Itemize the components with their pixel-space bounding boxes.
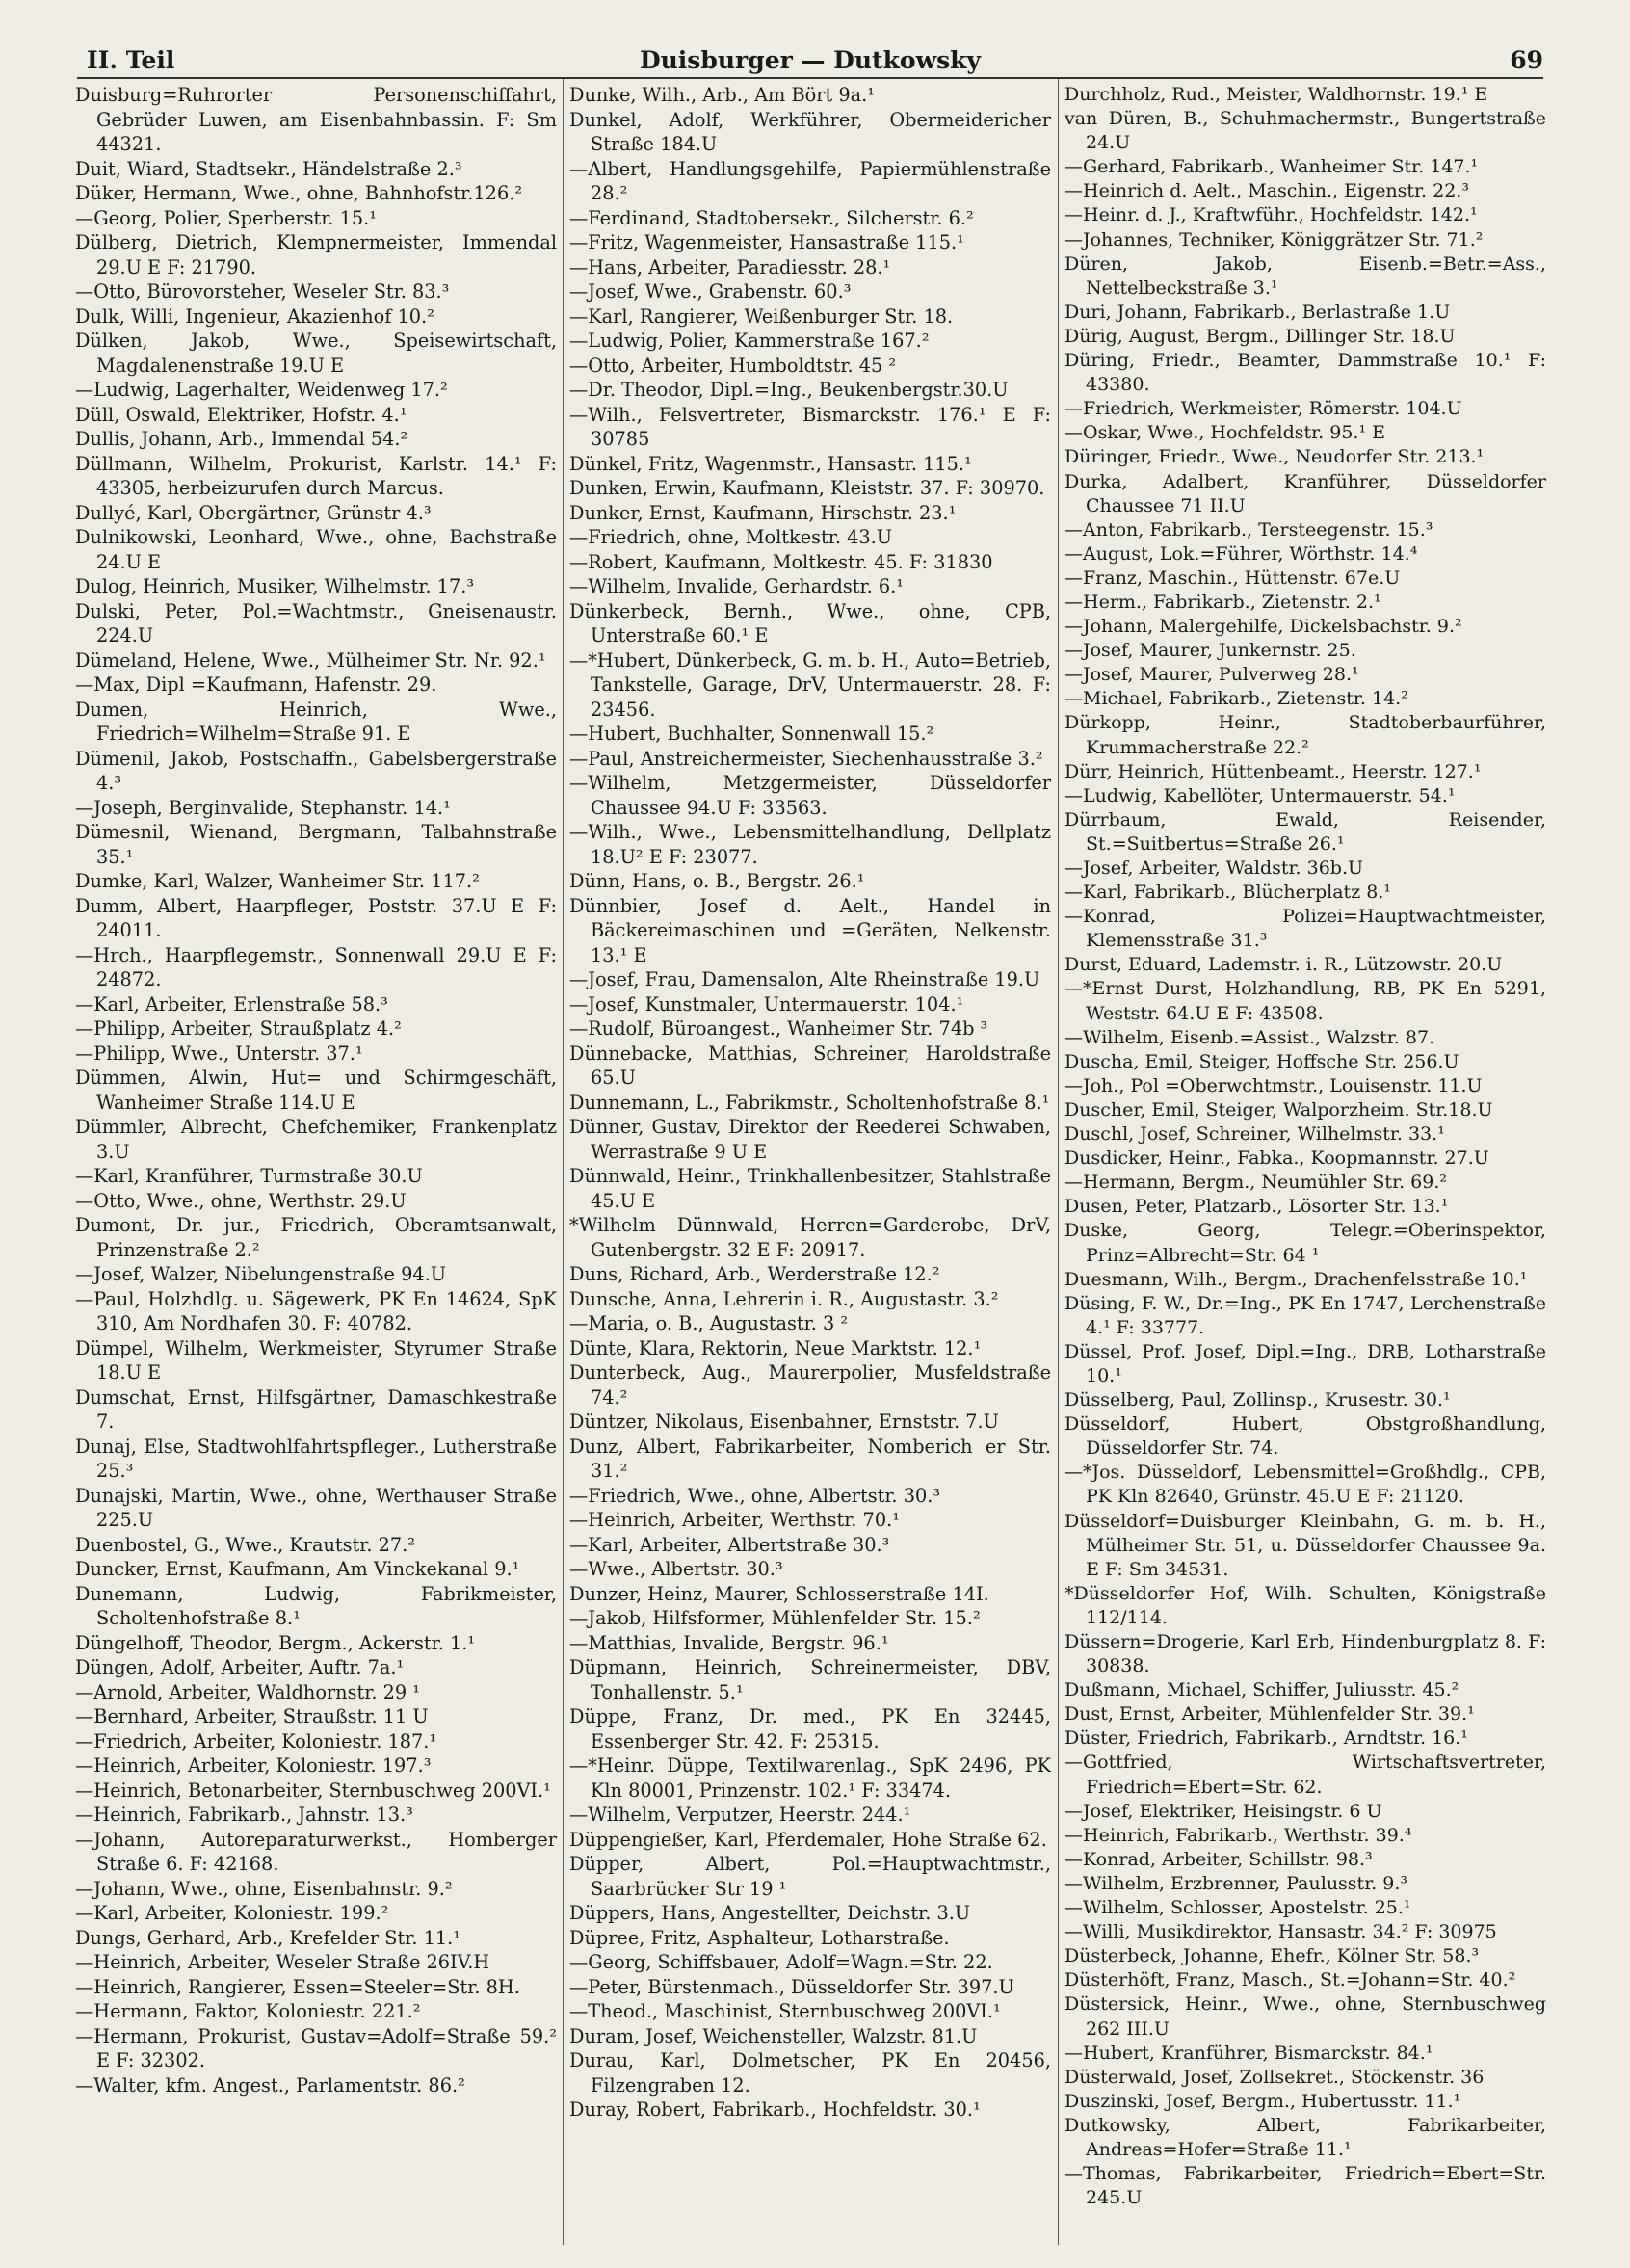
directory-entry: —Josef, Walzer, Nibelungenstraße 94.U <box>75 1263 447 1285</box>
directory-entry: Düll, Oswald, Elektriker, Hofstr. 4.¹ <box>75 403 408 426</box>
directory-entry: Dumen, Heinrich, Wwe., Friedrich=Wilhelm=Straße 91. E <box>75 698 557 745</box>
directory-entry: Dusdicker, Heinr., Fabka., Koopmannstr. 27.U <box>1065 1147 1489 1170</box>
directory-entry: —Wilhelm, Invalide, Gerhardstr. 6.¹ <box>569 575 905 597</box>
directory-entry: —Hermann, Prokurist, Gustav=Adolf=Straße 59.² E F: 32302. <box>75 2024 557 2071</box>
directory-entry: —Matthias, Invalide, Bergstr. 96.¹ <box>569 1631 889 1654</box>
column-3 <box>1065 83 1546 2241</box>
directory-entry: Duisburg=Ruhrorter Personenschiffahrt, Gebrüder Luwen, am Eisenbahnbassin. F: Sm 44321. <box>75 84 557 155</box>
directory-entry: Dürkopp, Heinr., Stadtoberbaurführer, Krummacherstraße 22.² <box>1065 712 1546 758</box>
directory-entry: —Philipp, Wwe., Unterstr. 37.¹ <box>75 1042 363 1065</box>
directory-entry: —Thomas, Fabrikarbeiter, Friedrich=Ebert=Str. 245.U <box>1065 2163 1546 2209</box>
directory-entry: Dungs, Gerhard, Arb., Krefelder Str. 11.¹ <box>75 1926 460 1949</box>
directory-entry: Dümeland, Helene, Wwe., Mülheimer Str. Nr. 92.¹ <box>75 648 546 672</box>
directory-entry: —Herm., Fabrikarb., Zietenstr. 2.¹ <box>1065 591 1381 613</box>
directory-entry: Dullyé, Karl, Obergärtner, Grünstr 4.³ <box>75 501 432 524</box>
directory-entry: Duns, Richard, Arb., Werderstraße 12.² <box>569 1263 940 1285</box>
directory-entry: *Wilhelm Dünnwald, Herren=Garderobe, DrV, Gutenbergstr. 32 E F: 20917. <box>569 1214 1051 1261</box>
directory-entry: Dümenil, Jakob, Postschaffn., Gabelsbergerstraße 4.³ <box>75 747 557 794</box>
header-rule <box>77 77 1543 79</box>
directory-entry: Düsseldorf=Duisburger Kleinbahn, G. m. b. H., Mülheimer Str. 51, u. Düsseldorfer Chaussee 9a. E F: Sm 34531. <box>1065 1510 1546 1580</box>
directory-entry: Düker, Hermann, Wwe., ohne, Bahnhofstr.126.² <box>75 182 523 204</box>
directory-entry: Dürrbaum, Ewald, Reisender, St.=Suitbertus=Straße 26.¹ <box>1065 808 1546 855</box>
directory-entry: —Philipp, Arbeiter, Straußplatz 4.² <box>75 1017 402 1040</box>
directory-entry: Duschl, Josef, Schreiner, Wilhelmstr. 33.¹ <box>1065 1123 1445 1146</box>
directory-entry: —Hermann, Bergm., Neumühler Str. 69.² <box>1065 1172 1447 1194</box>
directory-entry: —Walter, kfm. Angest., Parlamentstr. 86.² <box>75 2073 465 2097</box>
directory-entry: Durchholz, Rud., Meister, Waldhornstr. 19.¹ E <box>1065 84 1488 105</box>
directory-entry: Dümesnil, Wienand, Bergmann, Talbahnstraße 35.¹ <box>75 821 557 868</box>
directory-entry: —Fritz, Wagenmeister, Hansastraße 115.¹ <box>569 231 964 253</box>
directory-entry: Dunke, Wilh., Arb., Am Bört 9a.¹ <box>569 84 875 106</box>
directory-entry: —Otto, Wwe., ohne, Werthstr. 29.U <box>75 1189 407 1212</box>
directory-entry: —Peter, Bürstenmach., Düsseldorfer Str. 397.U <box>569 1975 1014 1998</box>
directory-entry: —Jakob, Hilfsformer, Mühlenfelder Str. 15.² <box>569 1607 981 1629</box>
directory-entry: Düsterhöft, Franz, Masch., St.=Johann=Str. 40.² <box>1065 1969 1516 1991</box>
column-1 <box>75 83 557 2241</box>
directory-entry: Dunzer, Heinz, Maurer, Schlosserstraße 14I. <box>569 1582 989 1605</box>
directory-entry: —Konrad, Arbeiter, Schillstr. 98.³ <box>1065 1848 1373 1870</box>
directory-entry: Dülken, Jakob, Wwe., Speisewirtschaft, Magdalenenstraße 19.U E <box>75 330 557 377</box>
directory-entry: —Albert, Handlungsgehilfe, Papiermühlenstraße 28.² <box>569 157 1051 204</box>
directory-entry: —Wilhelm, Erzbrenner, Paulusstr. 9.³ <box>1065 1872 1408 1894</box>
directory-entry: —Bernhard, Arbeiter, Straußstr. 11 U <box>75 1705 429 1727</box>
directory-entry: —Josef, Elektriker, Heisingstr. 6 U <box>1065 1800 1382 1822</box>
column-2 <box>569 83 1051 2241</box>
directory-entry: Dürig, August, Bergm., Dillinger Str. 18.U <box>1065 325 1456 347</box>
directory-entry: Dutkowsky, Albert, Fabrikarbeiter, Andreas=Hofer=Straße 11.¹ <box>1065 2114 1546 2160</box>
directory-entry: —Max, Dipl =Kaufmann, Hafenstr. 29. <box>75 673 437 696</box>
directory-entry: Duscher, Emil, Steiger, Walporzheim. Str.18.U <box>1065 1098 1493 1121</box>
directory-entry: —Hans, Arbeiter, Paradiesstr. 28.¹ <box>569 255 891 278</box>
page-header <box>77 42 1543 79</box>
directory-entry: —Josef, Maurer, Pulverweg 28.¹ <box>1065 664 1359 686</box>
directory-entry: Dunemann, Ludwig, Fabrikmeister, Scholtenhofstraße 8.¹ <box>75 1582 557 1629</box>
directory-entry: —*Heinr. Düppe, Textilwarenlag., SpK 2496, PK Kln 80001, Prinzenstr. 102.¹ F: 33474. <box>569 1754 1051 1802</box>
directory-entry: —Gottfried, Wirtschaftsvertreter, Friedrich=Ebert=Str. 62. <box>1065 1752 1546 1798</box>
directory-entry: Düpper, Albert, Pol.=Hauptwachtmstr., Saarbrücker Str 19 ¹ <box>569 1853 1051 1900</box>
directory-entry: Durau, Karl, Dolmetscher, PK En 20456, Filzengraben 12. <box>569 2049 1051 2097</box>
directory-entry: Dunnemann, L., Fabrikmstr., Scholtenhofstraße 8.¹ <box>569 1091 1050 1114</box>
directory-entry: —Friedrich, Arbeiter, Koloniestr. 187.¹ <box>75 1729 437 1753</box>
directory-entry: —Rudolf, Büroangest., Wanheimer Str. 74b ³ <box>569 1017 988 1040</box>
directory-entry: Dünnbier, Josef d. Aelt., Handel in Bäckereimaschinen und =Geräten, Nelkenstr. 13.¹ E <box>569 894 1051 966</box>
directory-entry: —Otto, Bürovorsteher, Weseler Str. 83.³ <box>75 280 450 303</box>
directory-entry: Dusen, Peter, Platzarb., Lösorter Str. 13.¹ <box>1065 1196 1449 1218</box>
directory-entry: —Joseph, Berginvalide, Stephanstr. 14.¹ <box>75 796 451 819</box>
directory-entry: Dunaj, Else, Stadtwohlfahrtspfleger., Lutherstraße 25.³ <box>75 1435 557 1482</box>
directory-entry: Durka, Adalbert, Kranführer, Düsseldorfer Chaussee 71 II.U <box>1065 470 1546 516</box>
directory-entry: Düppengießer, Karl, Pferdemaler, Hohe Straße 62. <box>569 1828 1047 1851</box>
directory-entry: —Friedrich, ohne, Moltkestr. 43.U <box>569 526 893 548</box>
directory-entry: —Josef, Maurer, Junkernstr. 25. <box>1065 640 1356 662</box>
directory-entry: Dunterbeck, Aug., Maurerpolier, Musfeldstraße 74.² <box>569 1361 1051 1409</box>
directory-entry: Duscha, Emil, Steiger, Hoffsche Str. 256.U <box>1065 1050 1459 1072</box>
directory-entry: Düsseldorf, Hubert, Obstgroßhandlung, Düsseldorfer Str. 74. <box>1065 1413 1546 1460</box>
directory-entry: —Maria, o. B., Augustastr. 3 ² <box>569 1312 849 1334</box>
directory-entry: —Johannes, Techniker, Königgrätzer Str. 71.² <box>1065 228 1484 251</box>
directory-entry: Düsing, F. W., Dr.=Ing., PK En 1747, Lerchenstraße 4.¹ F: 33777. <box>1065 1292 1546 1338</box>
header-range: Duisburger — Dutkowsky <box>639 46 982 74</box>
directory-entry: Düssern=Drogerie, Karl Erb, Hindenburgplatz 8. F: 30838. <box>1065 1631 1546 1677</box>
directory-entry: Dumke, Karl, Walzer, Wanheimer Str. 117.² <box>75 870 480 892</box>
page-number: 69 <box>1510 46 1543 74</box>
directory-entry: Duray, Robert, Fabrikarb., Hochfeldstr. 30.¹ <box>569 2098 981 2121</box>
directory-entry: —Heinrich, Rangierer, Essen=Steeler=Str. 8H. <box>75 1975 520 1998</box>
directory-entry: Dünte, Klara, Rektorin, Neue Marktstr. 12.¹ <box>569 1336 982 1359</box>
directory-entry: —Heinr. d. J., Kraftwführ., Hochfeldstr. 142.¹ <box>1065 204 1478 226</box>
directory-entry: Dümpel, Wilhelm, Werkmeister, Styrumer Straße 18.U E <box>75 1336 557 1384</box>
directory-entry: Düsselberg, Paul, Zollinsp., Krusestr. 30.¹ <box>1065 1389 1451 1411</box>
directory-entry: —Johann, Wwe., ohne, Eisenbahnstr. 9.² <box>75 1877 453 1900</box>
directory-entry: Durst, Eduard, Lademstr. i. R., Lützowstr. 20.U <box>1065 954 1503 976</box>
directory-entry: *Düsseldorfer Hof, Wilh. Schulten, Königstraße 112/114. <box>1065 1582 1546 1628</box>
directory-entry: Dulk, Willi, Ingenieur, Akazienhof 10.² <box>75 304 434 328</box>
directory-entry: Düngen, Adolf, Arbeiter, Auftr. 7a.¹ <box>75 1656 405 1678</box>
directory-entry: —Friedrich, Wwe., ohne, Albertstr. 30.³ <box>569 1484 941 1507</box>
directory-entry: Dumont, Dr. jur., Friedrich, Oberamtsanwalt, Prinzenstraße 2.² <box>75 1214 557 1261</box>
directory-entry: —*Jos. Düsseldorf, Lebensmittel=Großhdlg., CPB, PK Kln 82640, Grünstr. 45.U E F: 21120. <box>1065 1462 1546 1508</box>
directory-entry: Dulski, Peter, Pol.=Wachtmstr., Gneisenaustr. 224.U <box>75 599 557 646</box>
directory-entry: Düpmann, Heinrich, Schreinermeister, DBV, Tonhallenstr. 5.¹ <box>569 1656 1051 1703</box>
directory-entry: —Josef, Arbeiter, Waldstr. 36b.U <box>1065 857 1364 879</box>
directory-entry: —Wilhelm, Verputzer, Heerstr. 244.¹ <box>569 1804 911 1826</box>
directory-entry: Dumm, Albert, Haarpfleger, Poststr. 37.U E F: 24011. <box>75 894 557 941</box>
directory-entry: —Karl, Fabrikarb., Blücherplatz 8.¹ <box>1065 882 1391 904</box>
directory-entry: —Otto, Arbeiter, Humboldtstr. 45 ² <box>569 354 897 377</box>
directory-entry: —Wilhelm, Schlosser, Apostelstr. 25.¹ <box>1065 1897 1411 1919</box>
directory-entry: —Gerhard, Fabrikarb., Wanheimer Str. 147.¹ <box>1065 156 1479 178</box>
directory-entry: —Franz, Maschin., Hüttenstr. 67e.U <box>1065 567 1401 589</box>
directory-entry: Duncker, Ernst, Kaufmann, Am Vinckekanal 9.¹ <box>75 1558 520 1580</box>
directory-entry: Dunken, Erwin, Kaufmann, Kleiststr. 37. F: 30970. <box>569 477 1045 499</box>
directory-entry: Dunker, Ernst, Kaufmann, Hirschstr. 23.¹ <box>569 501 957 524</box>
directory-entry: —Wilhelm, Eisenb.=Assist., Walzstr. 87. <box>1065 1026 1435 1048</box>
directory-entry: Düssel, Prof. Josef, Dipl.=Ing., DRB, Lotharstraße 10.¹ <box>1065 1340 1546 1386</box>
directory-entry: Dullis, Johann, Arb., Immendal 54.² <box>75 428 408 450</box>
column-divider <box>563 79 564 2245</box>
directory-entry: —Heinrich, Arbeiter, Weseler Straße 26IV.H <box>75 1951 490 1973</box>
directory-entry: Dußmann, Michael, Schiffer, Juliusstr. 45.² <box>1065 1679 1459 1701</box>
directory-entry: Dunajski, Martin, Wwe., ohne, Werthauser Straße 225.U <box>75 1484 557 1531</box>
directory-entry: Dumschat, Ernst, Hilfsgärtner, Damaschkestraße 7. <box>75 1385 557 1433</box>
directory-entry: —Wilh., Wwe., Lebensmittelhandlung, Dellplatz 18.U² E F: 23077. <box>569 821 1051 868</box>
directory-entry: —Hubert, Buchhalter, Sonnenwall 15.² <box>569 723 934 745</box>
directory-entry: —Wilh., Felsvertreter, Bismarckstr. 176.¹ E F: 30785 <box>569 403 1051 450</box>
directory-entry: Duram, Josef, Weichensteller, Walzstr. 81.U <box>569 2024 978 2047</box>
directory-entry: Dünnwald, Heinr., Trinkhallenbesitzer, Stahlstraße 45.U E <box>569 1165 1051 1212</box>
directory-entry: —Wilhelm, Metzgermeister, Düsseldorfer Chaussee 94.U F: 33563. <box>569 772 1051 819</box>
directory-entry: —*Ernst Durst, Holzhandlung, RB, PK En 5291, Weststr. 64.U E F: 43508. <box>1065 978 1546 1024</box>
directory-entry: Dünnebacke, Matthias, Schreiner, Haroldstraße 65.U <box>569 1042 1051 1089</box>
directory-entry: —Heinrich, Fabrikarb., Werthstr. 39.⁴ <box>1065 1824 1412 1846</box>
directory-entry: Düringer, Friedr., Wwe., Neudorfer Str. 213.¹ <box>1065 446 1485 468</box>
directory-entry: Dulog, Heinrich, Musiker, Wilhelmstr. 17.³ <box>75 575 475 597</box>
directory-entry: Düllmann, Wilhelm, Prokurist, Karlstr. 14.¹ F: 43305, herbeizurufen durch Marcus. <box>75 452 557 499</box>
directory-entry: —Friedrich, Werkmeister, Römerstr. 104.U <box>1065 398 1462 420</box>
directory-entry: Düstersick, Heinr., Wwe., ohne, Sternbuschweg 262 III.U <box>1065 1993 1546 2040</box>
directory-entry: Dülberg, Dietrich, Klempnermeister, Immendal 29.U E F: 21790. <box>75 231 557 278</box>
directory-entry: Duesmann, Wilh., Bergm., Drachenfelsstraße 10.¹ <box>1065 1268 1528 1290</box>
directory-entry: —Johann, Autoreparaturwerkst., Homberger Straße 6. F: 42168. <box>75 1828 557 1875</box>
directory-entry: Düppers, Hans, Angestellter, Deichstr. 3.U <box>569 1902 971 1924</box>
directory-entry: Düsterbeck, Johanne, Ehefr., Kölner Str. 58.³ <box>1065 1945 1480 1967</box>
directory-entry: —Heinrich d. Aelt., Maschin., Eigenstr. 22.³ <box>1065 180 1469 202</box>
directory-entry: —Karl, Rangierer, Weißenburger Str. 18. <box>569 304 954 328</box>
directory-entry: —Karl, Arbeiter, Koloniestr. 199.² <box>75 1902 389 1924</box>
directory-entry: —Konrad, Polizei=Hauptwachtmeister, Klemensstraße 31.³ <box>1065 906 1546 952</box>
directory-entry: Duit, Wiard, Stadtsekr., Händelstraße 2.³ <box>75 157 462 180</box>
directory-entry: —Georg, Schiffsbauer, Adolf=Wagn.=Str. 22. <box>569 1951 993 1973</box>
directory-entry: —Michael, Fabrikarb., Zietenstr. 14.² <box>1065 688 1408 710</box>
directory-entry: —Heinrich, Arbeiter, Koloniestr. 197.³ <box>75 1754 432 1777</box>
directory-entry: Düster, Friedrich, Fabrikarb., Arndtstr. 16.¹ <box>1065 1727 1468 1750</box>
directory-entry: van Düren, B., Schuhmachermstr., Bungertstraße 24.U <box>1065 108 1546 154</box>
directory-entry: —Heinrich, Betonarbeiter, Sternbuschweg 200VI.¹ <box>75 1779 551 1802</box>
directory-entry: —Ludwig, Kabellöter, Untermauerstr. 54.¹ <box>1065 784 1456 806</box>
directory-entry: —Hubert, Kranführer, Bismarckstr. 84.¹ <box>1065 2042 1433 2064</box>
directory-entry: Düring, Friedr., Beamter, Dammstraße 10.¹ F: 43380. <box>1065 350 1546 396</box>
directory-entry: —Karl, Arbeiter, Erlenstraße 58.³ <box>75 992 388 1015</box>
directory-entry: Dünkerbeck, Bernh., Wwe., ohne, CPB, Unterstraße 60.¹ E <box>569 599 1051 646</box>
directory-entry: Duri, Johann, Fabrikarb., Berlastraße 1.U <box>1065 301 1451 323</box>
directory-entry: —Willi, Musikdirektor, Hansastr. 34.² F: 30975 <box>1065 1921 1497 1943</box>
directory-entry: Duske, Georg, Telegr.=Oberinspektor, Prinz=Albrecht=Str. 64 ¹ <box>1065 1220 1546 1266</box>
directory-entry: Dürr, Heinrich, Hüttenbeamt., Heerstr. 127.¹ <box>1065 760 1482 782</box>
directory-entry: Düsterwald, Josef, Zollsekret., Stöckenstr. 36 <box>1065 2066 1485 2088</box>
directory-entry: —Georg, Polier, Sperberstr. 15.¹ <box>75 206 377 229</box>
directory-entry: —August, Lok.=Führer, Wörthstr. 14.⁴ <box>1065 542 1418 565</box>
directory-entry: Dümmen, Alwin, Hut= und Schirmgeschäft, Wanheimer Straße 114.U E <box>75 1067 557 1114</box>
directory-entry: Düpree, Fritz, Asphalteur, Lotharstraße. <box>569 1926 950 1949</box>
directory-entry: Dünkel, Fritz, Wagenmstr., Hansastr. 115.¹ <box>569 452 972 475</box>
directory-entry: —Robert, Kaufmann, Moltkestr. 45. F: 31830 <box>569 550 993 573</box>
directory-entry: Düntzer, Nikolaus, Eisenbahner, Ernststr. 7.U <box>569 1411 999 1433</box>
directory-entry: Dünner, Gustav, Direktor der Reederei Schwaben, Werrastraße 9 U E <box>569 1116 1051 1163</box>
directory-entry: Duenbostel, G., Wwe., Krautstr. 27.² <box>75 1533 416 1556</box>
directory-entry: —Anton, Fabrikarb., Tersteegenstr. 15.³ <box>1065 518 1433 541</box>
directory-entry: —Heinrich, Arbeiter, Werthstr. 70.¹ <box>569 1509 900 1531</box>
directory-entry: —Ludwig, Polier, Kammerstraße 167.² <box>569 330 930 352</box>
directory-entry: Dunz, Albert, Fabrikarbeiter, Nomberich er Str. 31.² <box>569 1435 1051 1482</box>
directory-entry: —Hrch., Haarpflegemstr., Sonnenwall 29.U E F: 24872. <box>75 943 557 990</box>
directory-entry: —Arnold, Arbeiter, Waldhornstr. 29 ¹ <box>75 1680 420 1703</box>
directory-entry: Düngelhoff, Theodor, Bergm., Ackerstr. 1.¹ <box>75 1631 476 1654</box>
directory-entry: Dunkel, Adolf, Werkführer, Obermeidericher Straße 184.U <box>569 108 1051 155</box>
directory-entry: —Josef, Wwe., Grabenstr. 60.³ <box>569 280 852 303</box>
directory-entry: —Theod., Maschinist, Sternbuschweg 200VI.¹ <box>569 2000 1001 2022</box>
directory-entry: Dunsche, Anna, Lehrerin i. R., Augustastr. 3.² <box>569 1287 999 1310</box>
directory-entry: —Karl, Arbeiter, Albertstraße 30.³ <box>569 1533 890 1556</box>
directory-entry: —Heinrich, Fabrikarb., Jahnstr. 13.³ <box>75 1804 413 1826</box>
directory-entry: —Ludwig, Lagerhalter, Weidenweg 17.² <box>75 379 448 401</box>
directory-entry: —Paul, Anstreichermeister, Siechenhausstraße 3.² <box>569 747 1043 770</box>
directory-entry: —Johann, Malergehilfe, Dickelsbachstr. 9.² <box>1065 616 1462 638</box>
directory-entry: —Joh., Pol =Oberwchtmstr., Louisenstr. 11.U <box>1065 1074 1483 1096</box>
directory-entry: Dümmler, Albrecht, Chefchemiker, Frankenplatz 3.U <box>75 1116 557 1163</box>
directory-entry: —Ferdinand, Stadtobersekr., Silcherstr. 6.² <box>569 206 974 229</box>
directory-entry: —Wwe., Albertstr. 30.³ <box>569 1558 783 1580</box>
directory-entry: —Josef, Frau, Damensalon, Alte Rheinstraße 19.U <box>569 968 1040 990</box>
directory-entry: Düppe, Franz, Dr. med., PK En 32445, Essenberger Str. 42. F: 25315. <box>569 1705 1051 1753</box>
directory-entry: Duszinski, Josef, Bergm., Hubertusstr. 11.¹ <box>1065 2090 1461 2112</box>
directory-entry: —Josef, Kunstmaler, Untermauerstr. 104.¹ <box>569 992 964 1015</box>
directory-entry: —Dr. Theodor, Dipl.=Ing., Beukenbergstr.30.U <box>569 379 1009 401</box>
directory-entry: —Paul, Holzhdlg. u. Sägewerk, PK En 14624, SpK 310, Am Nordhafen 30. F: 40782. <box>75 1287 557 1334</box>
directory-entry: —Oskar, Wwe., Hochfeldstr. 95.¹ E <box>1065 422 1386 444</box>
directory-entry: —Karl, Kranführer, Turmstraße 30.U <box>75 1165 423 1187</box>
column-divider <box>1058 79 1059 2245</box>
header-section: II. Teil <box>87 46 175 74</box>
directory-entry: —Hermann, Faktor, Koloniestr. 221.² <box>75 2000 421 2022</box>
directory-entry: —*Hubert, Dünkerbeck, G. m. b. H., Auto=Betrieb, Tankstelle, Garage, DrV, Untermauerstr. 28. F: 23456. <box>569 648 1051 721</box>
directory-entry: Dünn, Hans, o. B., Bergstr. 26.¹ <box>569 870 865 892</box>
directory-entry: Dust, Ernst, Arbeiter, Mühlenfelder Str. 39.¹ <box>1065 1703 1475 1726</box>
directory-entry: Düren, Jakob, Eisenb.=Betr.=Ass., Nettelbeckstraße 3.¹ <box>1065 252 1546 299</box>
directory-entry: Dulnikowski, Leonhard, Wwe., ohne, Bachstraße 24.U E <box>75 526 557 573</box>
